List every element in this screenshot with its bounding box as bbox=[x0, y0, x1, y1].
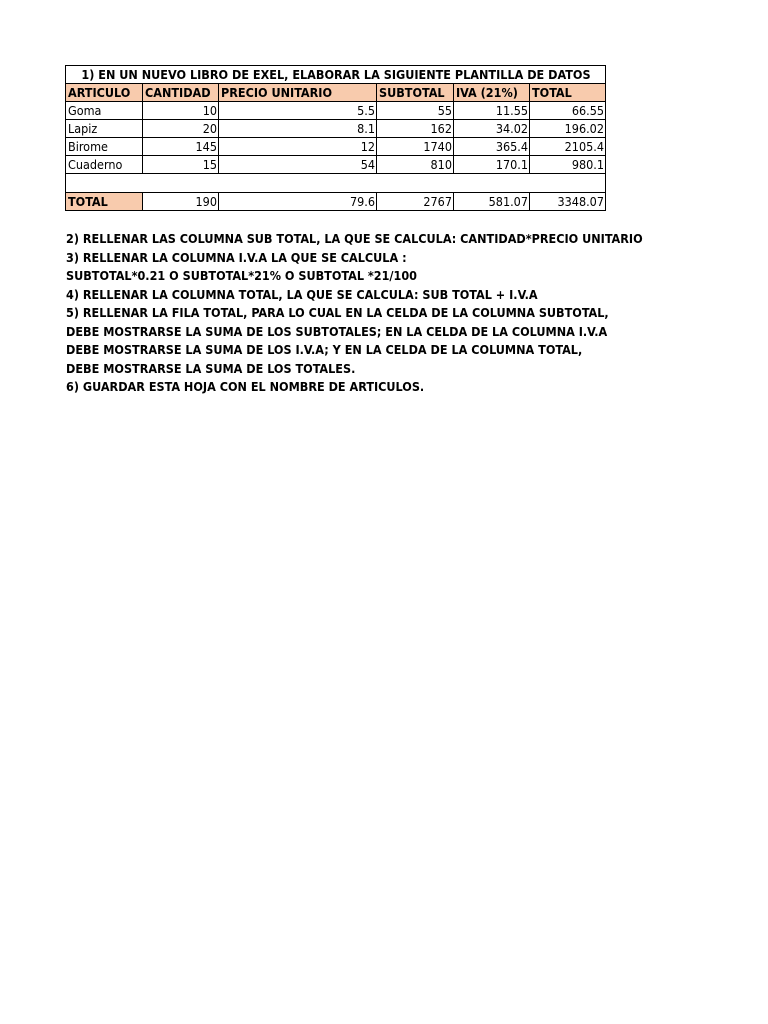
table-title-row bbox=[66, 66, 606, 84]
cell-articulo: Cuaderno bbox=[66, 156, 143, 174]
cell-cantidad: 10 bbox=[143, 102, 219, 120]
instruction-line: DEBE MOSTRARSE LA SUMA DE LOS I.V.A; Y EN LA CELDA DE LA COLUMNA TOTAL, bbox=[66, 342, 583, 357]
cell-iva: 170.1 bbox=[454, 156, 530, 174]
table-header-row bbox=[66, 84, 606, 102]
cell-precio-unitario: 5.5 bbox=[219, 102, 377, 120]
instruction-line: DEBE MOSTRARSE LA SUMA DE LOS TOTALES. bbox=[66, 360, 356, 376]
header-iva: IVA (21%) bbox=[454, 84, 530, 102]
cell-total: 2105.4 bbox=[530, 138, 606, 156]
cell-cantidad: 20 bbox=[143, 120, 219, 138]
cell-cantidad: 15 bbox=[143, 156, 219, 174]
cell-articulo: Goma bbox=[66, 102, 143, 120]
instruction-line: 6) GUARDAR ESTA HOJA CON EL NOMBRE DE ARTICULOS. bbox=[66, 379, 425, 394]
cell-precio-unitario: 12 bbox=[219, 138, 377, 156]
cell-subtotal: 810 bbox=[377, 156, 454, 174]
total-iva: 581.07 bbox=[454, 193, 530, 211]
cell-iva: 365.4 bbox=[454, 138, 530, 156]
cell-subtotal: 1740 bbox=[377, 138, 454, 156]
cell-iva: 11.55 bbox=[454, 102, 530, 120]
header-cantidad: CANTIDAD bbox=[143, 84, 219, 102]
cell-cantidad: 145 bbox=[143, 138, 219, 156]
total-row bbox=[66, 193, 606, 211]
total-precio-unitario: 79.6 bbox=[219, 193, 377, 211]
data-table bbox=[65, 65, 606, 211]
total-cantidad: 190 bbox=[143, 193, 219, 211]
cell-subtotal: 162 bbox=[377, 120, 454, 138]
cell-total: 980.1 bbox=[530, 156, 606, 174]
cell-articulo: Birome bbox=[66, 138, 143, 156]
cell-precio-unitario: 54 bbox=[219, 156, 377, 174]
table-title: 1) EN UN NUEVO LIBRO DE EXEL, ELABORAR LA SIGUIENTE PLANTILLA DE DATOS bbox=[66, 66, 606, 84]
header-articulo: ARTICULO bbox=[66, 84, 143, 102]
header-subtotal: SUBTOTAL bbox=[377, 84, 454, 102]
table-row bbox=[66, 156, 606, 174]
cell-precio-unitario: 8.1 bbox=[219, 120, 377, 138]
instruction-line: 2) RELLENAR LAS COLUMNA SUB TOTAL, LA QUE SE CALCULA: CANTIDAD*PRECIO UNITARIO bbox=[66, 231, 643, 246]
cell-total: 66.55 bbox=[530, 102, 606, 120]
instructions bbox=[66, 230, 756, 397]
header-precio-unitario: PRECIO UNITARIO bbox=[219, 84, 377, 102]
cell-total: 196.02 bbox=[530, 120, 606, 138]
blank-cell bbox=[66, 174, 606, 193]
instruction-line: 4) RELLENAR LA COLUMNA TOTAL, LA QUE SE CALCULA: SUB TOTAL + I.V.A bbox=[66, 286, 538, 302]
total-subtotal: 2767 bbox=[377, 193, 454, 211]
instruction-line: 5) RELLENAR LA FILA TOTAL, PARA LO CUAL EN LA CELDA DE LA COLUMNA SUBTOTAL, bbox=[66, 305, 609, 320]
cell-iva: 34.02 bbox=[454, 120, 530, 138]
table-row bbox=[66, 120, 606, 138]
header-total: TOTAL bbox=[530, 84, 606, 102]
instruction-line: SUBTOTAL*0.21 O SUBTOTAL*21% O SUBTOTAL *21/100 bbox=[66, 268, 418, 283]
cell-articulo: Lapiz bbox=[66, 120, 143, 138]
instruction-line: 3) RELLENAR LA COLUMNA I.V.A LA QUE SE CALCULA : bbox=[66, 249, 407, 265]
table-row bbox=[66, 102, 606, 120]
cell-subtotal: 55 bbox=[377, 102, 454, 120]
total-total: 3348.07 bbox=[530, 193, 606, 211]
table-row bbox=[66, 138, 606, 156]
total-label: TOTAL bbox=[66, 193, 143, 211]
instruction-line: DEBE MOSTRARSE LA SUMA DE LOS SUBTOTALES; EN LA CELDA DE LA COLUMNA I.V.A bbox=[66, 323, 608, 339]
blank-row bbox=[66, 174, 606, 193]
